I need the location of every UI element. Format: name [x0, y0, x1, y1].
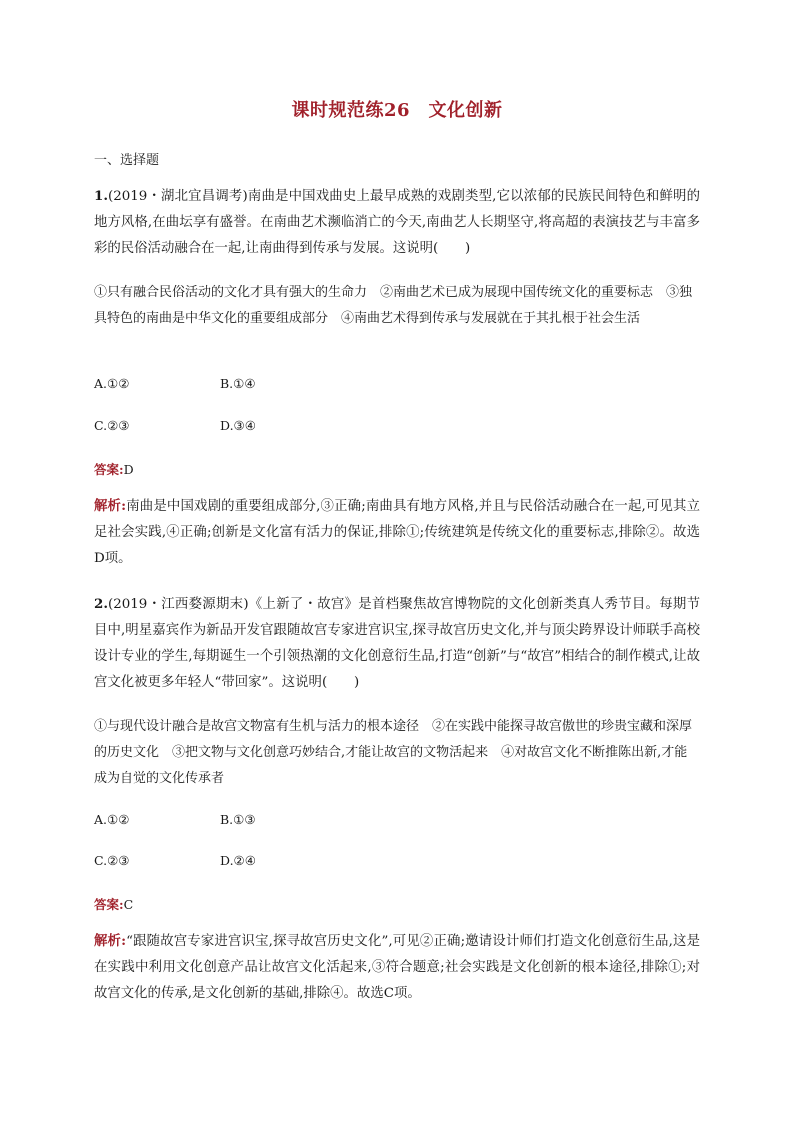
explanation-text: “跟随故宫专家进宫识宝,探寻故宫历史文化”,可见②正确;邀请设计师们打造文化创意衍生品,这是在实践中利用文化创意产品让故宫文化活起来,③符合题意;社会实践是文化创新的根本途径,排除①;对故宫文化的传承,是文化创新的基础,排除④。故选C项。	[94, 934, 700, 1001]
choice-b: B.①④	[220, 376, 256, 391]
explanation-2	[94, 928, 700, 1007]
question-1	[94, 183, 700, 262]
question-number: 1.	[94, 188, 108, 204]
explanation-label: 解析:	[94, 498, 127, 514]
question-2-statements: ①与现代设计融合是故宫文物富有生机与活力的根本途径 ②在实践中能探寻故宫傲世的珍贵宝藏和深厚的历史文化 ③把文物与文化创意巧妙结合,才能让故宫的文物活起来 ④对故宫文化不断推陈出新,才能成为自觉的文化传承者	[94, 719, 693, 786]
choice-a: A.①②	[94, 812, 130, 827]
explanation-label: 解析:	[94, 933, 127, 949]
question-1-statements: ①只有融合民俗活动的文化才具有强大的生命力 ②南曲艺术已成为展现中国传统文化的重要标志 ③独具特色的南曲是中华文化的重要组成部分 ④南曲艺术得到传承与发展就在于其扎根于社会生活	[94, 285, 693, 326]
explanation-text: 南曲是中国戏剧的重要组成部分,③正确;南曲具有地方风格,并且与民俗活动融合在一起,可见其立足社会实践,④正确;创新是文化富有活力的保证,排除①;传统建筑是传统文化的重要标志,排除②。故选D项。	[94, 499, 701, 566]
answer-1	[94, 460, 134, 478]
choice-a: A.①②	[94, 376, 130, 391]
section-heading: 一、选择题	[94, 153, 160, 168]
question-text: (2019・湖北宜昌调考)南曲是中国戏曲史上最早成熟的戏剧类型,它以浓郁的民族民间特色和鲜明的地方风格,在曲坛享有盛誉。在南曲艺术濒临消亡的今天,南曲艺人长期坚守,将高超的表演技艺与丰富多彩的民俗活动融合在一起,让南曲得到传承与发展。这说明( )	[94, 189, 700, 256]
explanation-1	[94, 493, 700, 572]
question-number: 2.	[94, 596, 108, 612]
choice-b: B.①③	[220, 812, 256, 827]
answer-2	[94, 895, 133, 913]
choice-d: D.③④	[220, 418, 256, 433]
page-title: 课时规范练26 文化创新	[291, 100, 503, 121]
answer-label: 答案:	[94, 897, 124, 912]
choice-c: C.②③	[94, 853, 130, 868]
answer-value: C	[123, 897, 134, 912]
choice-c: C.②③	[94, 418, 130, 433]
answer-value: D	[123, 462, 134, 477]
question-text: (2019・江西婺源期末)《上新了・故宫》是首档聚焦故宫博物院的文化创新类真人秀节目。每期节目中,明星嘉宾作为新品开发官跟随故宫专家进宫识宝,探寻故宫历史文化,并与顶尖跨界设计师联手高校设计专业的学生,每期诞生一个引领热潮的文化创意衍生品,打造“创新”与“故宫”相结合的制作模式,让故宫文化被更多年轻人“带回家”。这说明( )	[94, 597, 700, 690]
answer-label: 答案:	[94, 462, 124, 477]
choice-d: D.②④	[220, 853, 256, 868]
question-2	[94, 591, 700, 696]
